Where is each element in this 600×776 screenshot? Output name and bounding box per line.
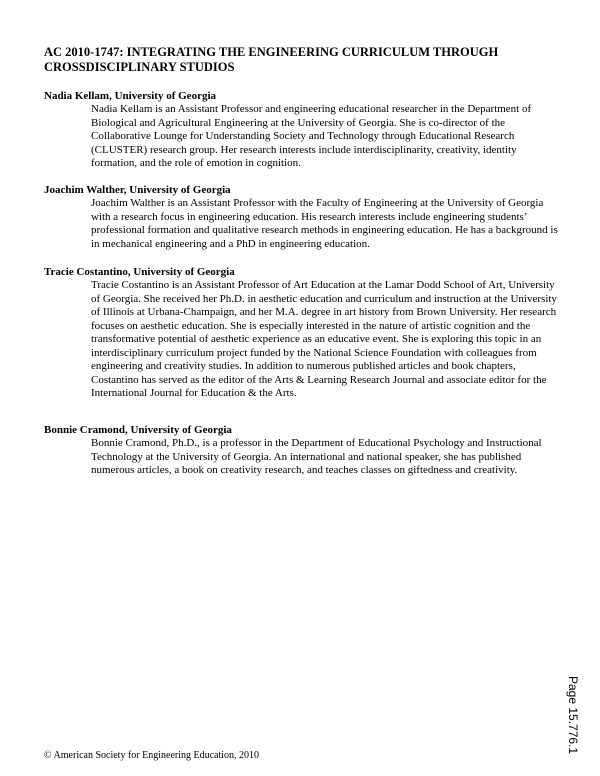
author-block [44,184,564,251]
author-block [44,424,564,478]
copyright-footer: © American Society for Engineering Education, 2010 [44,750,260,761]
author-bio: Tracie Costantino is an Assistant Professor of Art Education at the Lamar Dodd School of Art, University of Georgia. She received her Ph.D. in aesthetic education and curriculum and instruction at the University of Illinois at Urbana-Champaign, and her M.A. degree in art history from Brown University. Her research focuses on aesthetic education. She is especially interested in the nature of artistic cognition and the transformative potential of aesthetic experience as an educative event. She is exploring this topic in an interdisciplinary curriculum project funded by the National Science Foundation with colleagues from engineering and creativity studies. In addition to numerous published articles and book chapters, Costantino has served as the editor of the Arts & Learning Research Journal and associate editor for the International Journal for Education & the Arts. [91,279,557,399]
author-name: Nadia Kellam, University of Georgia [44,90,217,102]
author-bio: Nadia Kellam is an Assistant Professor and engineering educational researcher in the Department of Biological and Agricultural Engineering at the University of Georgia. She is co-director of the Collaborative Lounge for Understanding Society and Technology through Educational Research (CLUSTER) research group. Her research interests include interdisciplinarity, creativity, identity formation, and the role of emotion in cognition. [91,103,532,169]
author-name: Tracie Costantino, University of Georgia [44,266,235,278]
paper-title: AC 2010-1747: INTEGRATING THE ENGINEERING CURRICULUM THROUGH CROSSDISCIPLINARY STUDIOS [44,45,499,74]
author-name: Joachim Walther, University of Georgia [44,184,231,196]
author-name: Bonnie Cramond, University of Georgia [44,424,232,436]
page-number: Page 15.776.1 [566,676,580,755]
author-bio: Joachim Walther is an Assistant Professor with the Faculty of Engineering at the University of Georgia with a research focus in engineering education. His research interests include engineering students’ professional formation and qualitative research methods in engineering education. He has a background is in mechanical engineering and a PhD in engineering education. [91,197,558,250]
author-block [44,266,564,401]
author-block [44,90,564,171]
author-bio: Bonnie Cramond, Ph.D., is a professor in the Department of Educational Psychology and Instructional Technology at the University of Georgia. An international and national speaker, she has published numerous articles, a book on creativity research, and teaches classes on giftedness and creativity. [91,437,542,476]
